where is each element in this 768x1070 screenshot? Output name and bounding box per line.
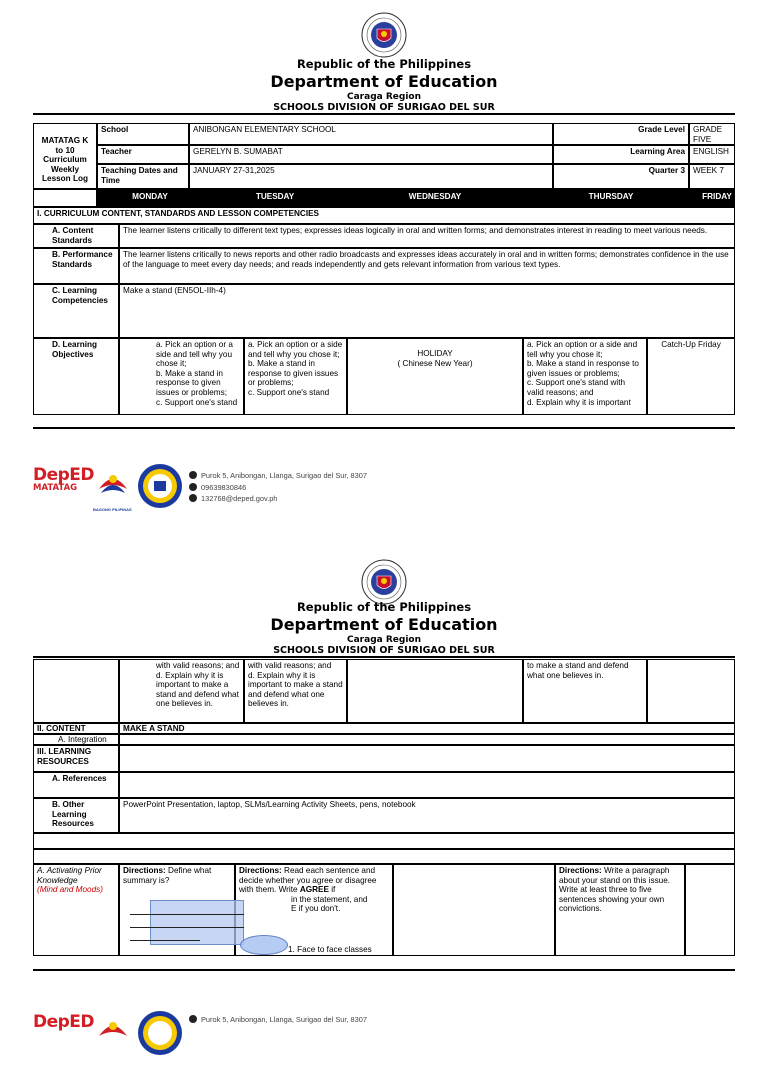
grade-level-value: GRADE FIVE: [689, 123, 735, 145]
blank-row-one: [33, 833, 735, 849]
school-value: ANIBONGAN ELEMENTARY SCHOOL: [189, 123, 553, 145]
document-header-page-two: [0, 600, 768, 656]
school-seal-icon: [137, 1010, 183, 1056]
location-icon: [189, 471, 197, 479]
objectives-friday: Catch-Up Friday: [647, 338, 735, 415]
blank-line-one: [130, 914, 244, 915]
learning-resources-value: [119, 745, 735, 772]
phone-icon: [189, 483, 197, 491]
objectives-tuesday: a. Pick an option or a side and tell why you chose it; b. Make a stand in response to given issues or problems; c. Support one's stand: [244, 338, 347, 415]
section-curriculum-content: I. CURRICULUM CONTENT, STANDARDS AND LESSON COMPETENCIES: [33, 207, 735, 224]
learning-competencies-label: C. Learning Competencies: [33, 284, 119, 338]
integration-label: A. Integration: [33, 734, 119, 745]
department-title: Department of Education: [270, 72, 498, 91]
matatag-wordmark: MATATAG: [33, 483, 78, 493]
content-standards-text: The learner listens critically to different text types; expresses ideas logically in oral and written forms; and demonstrates interest in reading to meet various needs.: [119, 224, 735, 248]
republic-title: Republic of the Philippines: [296, 57, 472, 71]
agree-word: AGREE: [299, 885, 329, 895]
region-title: Caraga Region: [347, 92, 421, 102]
page-two: [0, 545, 768, 1032]
teacher-label: Teacher: [97, 145, 189, 164]
content-label: II. CONTENT: [33, 723, 119, 734]
learning-competencies-text: Make a stand (EN5OL-IIh-4): [119, 284, 735, 338]
week-value: WEEK 7: [689, 164, 735, 189]
tuesday-directions-text: Read each sentence and decide whether you agree or disagree with them. Write: [239, 866, 377, 895]
day-header-thursday: THURSDAY: [523, 189, 699, 207]
phone-text: 09639830846: [201, 482, 247, 492]
objectives-cont-friday: [647, 659, 735, 723]
quarter-value: Quarter 3: [553, 164, 689, 189]
day-header-friday: FRIDAY: [699, 189, 735, 207]
contact-info: [189, 470, 367, 505]
day-header-wednesday: WEDNESDAY: [347, 189, 523, 207]
learning-area-value: ENGLISH: [689, 145, 735, 164]
division-title: SCHOOLS DIVISION OF SURIGAO DEL SUR: [273, 102, 495, 113]
objectives-cont-label: [33, 659, 119, 723]
page-one-bottom-rule: [33, 427, 735, 429]
grade-level-label: Grade Level: [553, 123, 689, 145]
objectives-cont-monday: with valid reasons; and d. Explain why it is important to make a stand and defend what one believes in.: [119, 659, 244, 723]
days-header-spacer: [33, 189, 97, 207]
objectives-cont-thursday: to make a stand and defend what one believes in.: [523, 659, 647, 723]
email-icon: [189, 494, 197, 502]
day-header-monday: MONDAY: [97, 189, 203, 207]
objectives-wednesday: HOLIDAY ( Chinese New Year): [347, 338, 523, 415]
teaching-dates-value: JANUARY 27-31,2025: [189, 164, 553, 189]
header-rule: [33, 113, 735, 115]
republic-title: Republic of the Philippines: [296, 600, 472, 614]
school-seal-icon: [137, 463, 183, 509]
blank-line-two: [130, 927, 244, 928]
activating-friday: [685, 864, 735, 956]
deped-logo: [33, 465, 94, 493]
footer-page-two: [33, 1010, 393, 1070]
tuesday-directions-line4: E if you don't.: [291, 904, 341, 914]
references-label: A. References: [33, 772, 119, 798]
thursday-directions-label: Directions:: [559, 866, 602, 875]
deped-seal-icon-page-two: [361, 559, 407, 605]
bagong-pilipinas-logo-icon: [93, 467, 133, 511]
overlay-rectangle: [150, 900, 244, 945]
other-resources-label: B. Other Learning Resources: [33, 798, 119, 833]
learning-objectives-label: D. Learning Objectives: [33, 338, 119, 415]
address-text: Purok 5, Anibongan, Llanga, Surigao del Sur, 8307: [201, 1015, 368, 1024]
document-header: [0, 57, 768, 113]
email-text: 132768@deped.gov.ph: [201, 494, 278, 503]
school-label: School: [97, 123, 189, 145]
deped-seal-icon: [361, 12, 407, 58]
deped-logo-page-two: [33, 1012, 94, 1032]
matatag-label: MATATAG K to 10 Curriculum Weekly Lesson Log: [33, 123, 97, 189]
activating-wednesday: [393, 864, 555, 956]
location-icon: [189, 1015, 197, 1023]
integration-value: [119, 734, 735, 745]
teaching-dates-label: Teaching Dates and Time: [97, 164, 189, 189]
monday-directions-label: Directions:: [123, 866, 166, 875]
activating-thursday: [555, 864, 685, 956]
monday-directions-text: Define what summary is?: [123, 866, 212, 885]
objectives-cont-wednesday: [347, 659, 523, 723]
objectives-cont-tuesday: with valid reasons; and d. Explain why it is important to make a stand and defend what one believes in.: [244, 659, 347, 723]
deped-wordmark: DepED: [33, 1012, 95, 1032]
learning-area-label: Learning Area: [553, 145, 689, 164]
content-value: MAKE A STAND: [119, 723, 735, 734]
footer-page-one: [33, 463, 393, 523]
department-title: Department of Education: [270, 615, 498, 634]
objectives-thursday: a. Pick an option or a side and tell why you chose it; b. Make a stand in response to given issues or problems; c. Support one's stand with valid reasons; and d. Explain why it is important: [523, 338, 647, 415]
activating-label-cell: [33, 864, 119, 956]
overlay-oval: [240, 935, 288, 955]
page-two-bottom-rule: [33, 969, 735, 971]
blank-line-three: [130, 940, 200, 941]
tuesday-directions-line3: in the statement, and: [291, 894, 368, 904]
performance-standards-label: B. Performance Standards: [33, 248, 119, 284]
teacher-value: GERELYN B. SUMABAT: [189, 145, 553, 164]
performance-standards-text: The learner listens critically to news reports and other radio broadcasts and expresses ideas accurately in oral and in written forms; demonstrates confidence in the use of the language to meet every day needs; and reads independently and gets relevant information from various text types.: [119, 248, 735, 284]
tuesday-directions-if: if: [328, 885, 336, 895]
bagong-pilipinas-text: BAGONG PILIPINAS: [93, 507, 132, 512]
bagong-pilipinas-logo-icon: [93, 1014, 133, 1058]
learning-resources-label: III. LEARNING RESOURCES: [33, 745, 119, 772]
content-standards-label: A. Content Standards: [33, 224, 119, 248]
activating-sub-label: (Mind and Moods): [37, 885, 103, 895]
division-title: SCHOOLS DIVISION OF SURIGAO DEL SUR: [273, 645, 495, 656]
activating-label: A. Activating Prior Knowledge: [37, 866, 102, 885]
tuesday-item-one: 1. Face to face classes: [288, 945, 372, 954]
region-title: Caraga Region: [347, 635, 421, 645]
tuesday-directions-label: Directions:: [239, 866, 282, 875]
references-value: [119, 772, 735, 798]
day-header-tuesday: TUESDAY: [203, 189, 347, 207]
thursday-directions-text: Write a paragraph about your stand on this issue. Write at least three to five sentences showing your own convictions.: [559, 866, 671, 914]
deped-wordmark: DepED: [33, 465, 95, 485]
objectives-monday: a. Pick an option or a side and tell why you chose it; b. Make a stand in response to given issues or problems; c. Support one's stand: [119, 338, 244, 415]
blank-row-two: [33, 849, 735, 864]
address-text: Purok 5, Anibongan, Llanga, Surigao del Sur, 8307: [201, 471, 368, 480]
header-rule-page-two: [33, 656, 735, 658]
other-resources-value: PowerPoint Presentation, laptop, SLMs/Learning Activity Sheets, pens, notebook: [119, 798, 735, 833]
